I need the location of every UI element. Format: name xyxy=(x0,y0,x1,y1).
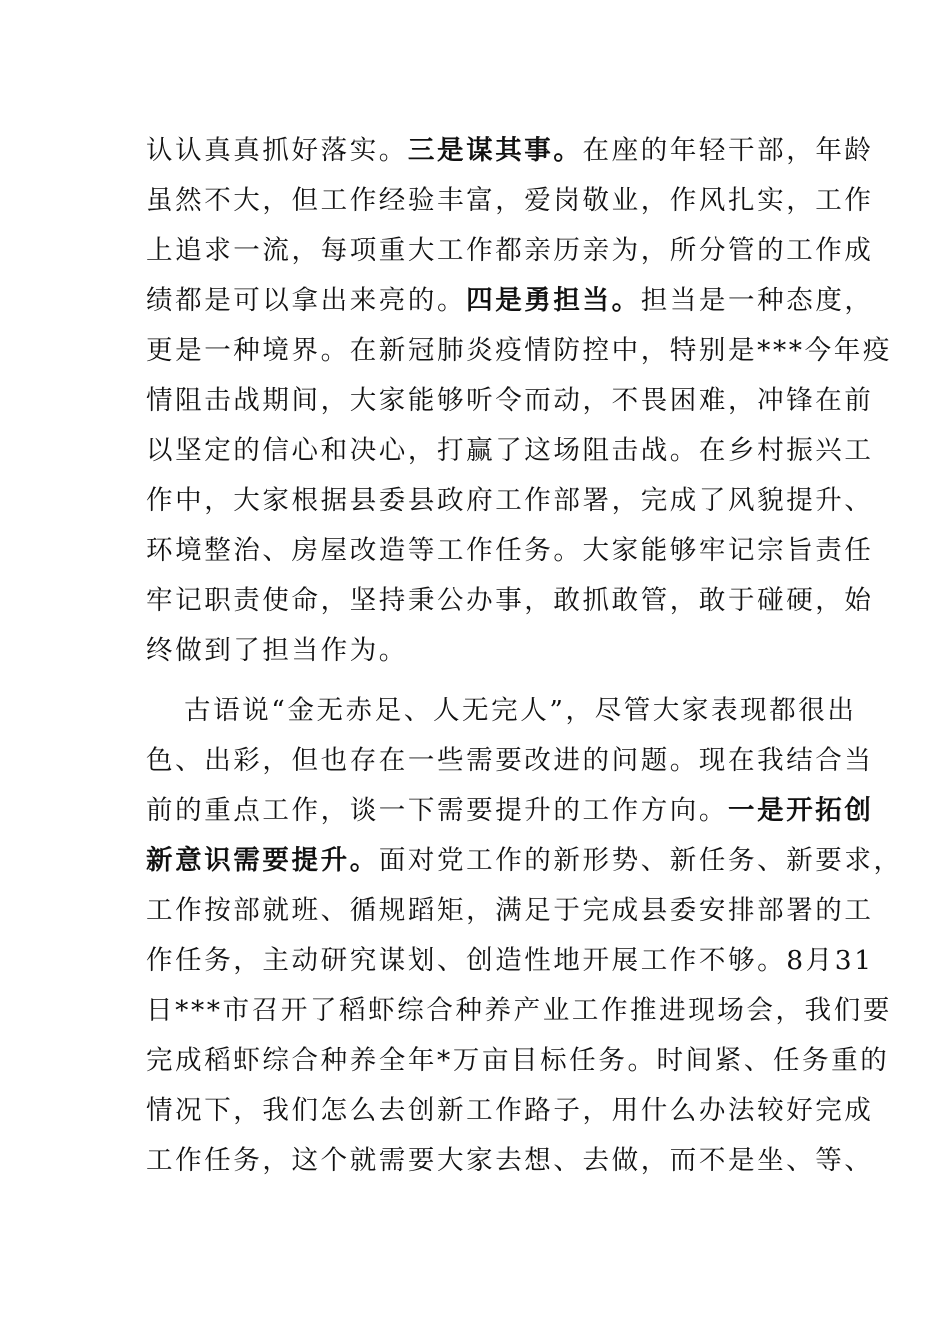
bold-heading-phrase: 一是开拓创 xyxy=(728,795,874,826)
body-text: 色、出彩，但也存在一些需要改进的问题。现在我结合当 xyxy=(146,745,874,776)
text-line-1 xyxy=(146,126,874,176)
text-line-7 xyxy=(146,426,874,476)
text-line-4 xyxy=(146,276,874,326)
body-text: 虽然不大，但工作经验丰富，爱岗敬业，作风扎实，工作 xyxy=(146,185,874,216)
body-text: 作中，大家根据县委县政府工作部署，完成了风貌提升、 xyxy=(146,485,874,516)
text-line-8 xyxy=(146,476,874,526)
text-line-2 xyxy=(146,176,874,226)
body-text: 更是一种境界。在新冠肺炎疫情防控中，特别是***今年疫 xyxy=(146,335,892,366)
body-text: 认认真真抓好落实。 xyxy=(146,135,408,166)
body-text: 前的重点工作，谈一下需要提升的工作方向。 xyxy=(146,795,728,826)
text-line-11 xyxy=(146,626,826,676)
body-text: 情况下，我们怎么去创新工作路子，用什么办法较好完成 xyxy=(146,1095,874,1126)
text-line-10 xyxy=(146,576,874,626)
body-text: 情阻击战期间，大家能够听令而动，不畏困难，冲锋在前 xyxy=(146,385,874,416)
text-line-18 xyxy=(146,986,892,1036)
bold-heading-phrase: 新意识需要提升。 xyxy=(146,845,379,876)
text-line-3 xyxy=(146,226,874,276)
body-text: 牢记职责使命，坚持秉公办事，敢抓敢管，敢于碰硬，始 xyxy=(146,585,874,616)
text-line-21 xyxy=(146,1136,874,1186)
text-line-20 xyxy=(146,1086,874,1136)
body-text: 面对党工作的新形势、新任务、新要求， xyxy=(378,845,903,876)
body-text: 古语说“金无赤足、人无完人”，尽管大家表现都很出 xyxy=(184,695,857,726)
text-line-9 xyxy=(146,526,874,576)
text-line-5 xyxy=(146,326,892,376)
text-line-6 xyxy=(146,376,874,426)
body-text: 终做到了担当作为。 xyxy=(146,635,408,666)
body-text: 工作任务，这个就需要大家去想、去做，而不是坐、等、 xyxy=(146,1145,874,1176)
body-text: 工作按部就班、循规蹈矩，满足于完成县委安排部署的工 xyxy=(146,895,874,926)
body-text: 完成稻虾综合种养全年*万亩目标任务。时间紧、任务重的 xyxy=(146,1045,890,1076)
text-line-16 xyxy=(146,886,874,936)
body-text: 作任务，主动研究谋划、创造性地开展工作不够。8月31 xyxy=(146,945,874,976)
body-text: 日***市召开了稻虾综合种养产业工作推进现场会，我们要 xyxy=(146,995,892,1026)
body-text: 环境整治、房屋改造等工作任务。大家能够牢记宗旨责任 xyxy=(146,535,874,566)
body-text: 上追求一流，每项重大工作都亲历亲为，所分管的工作成 xyxy=(146,235,874,266)
text-line-19 xyxy=(146,1036,890,1086)
body-text: 以坚定的信心和决心，打赢了这场阻击战。在乡村振兴工 xyxy=(146,435,874,466)
bold-heading-phrase: 三是谋其事。 xyxy=(407,135,583,166)
text-line-15 xyxy=(146,836,903,886)
body-text: 绩都是可以拿出来亮的。 xyxy=(146,285,467,316)
body-text: 在座的年轻干部，年龄 xyxy=(582,135,874,166)
text-line-14 xyxy=(146,786,874,836)
text-line-12 xyxy=(184,686,864,736)
bold-heading-phrase: 四是勇担当。 xyxy=(466,285,641,316)
body-text: 担当是一种态度， xyxy=(640,285,874,316)
text-line-13 xyxy=(146,736,874,786)
text-line-17 xyxy=(146,936,874,986)
